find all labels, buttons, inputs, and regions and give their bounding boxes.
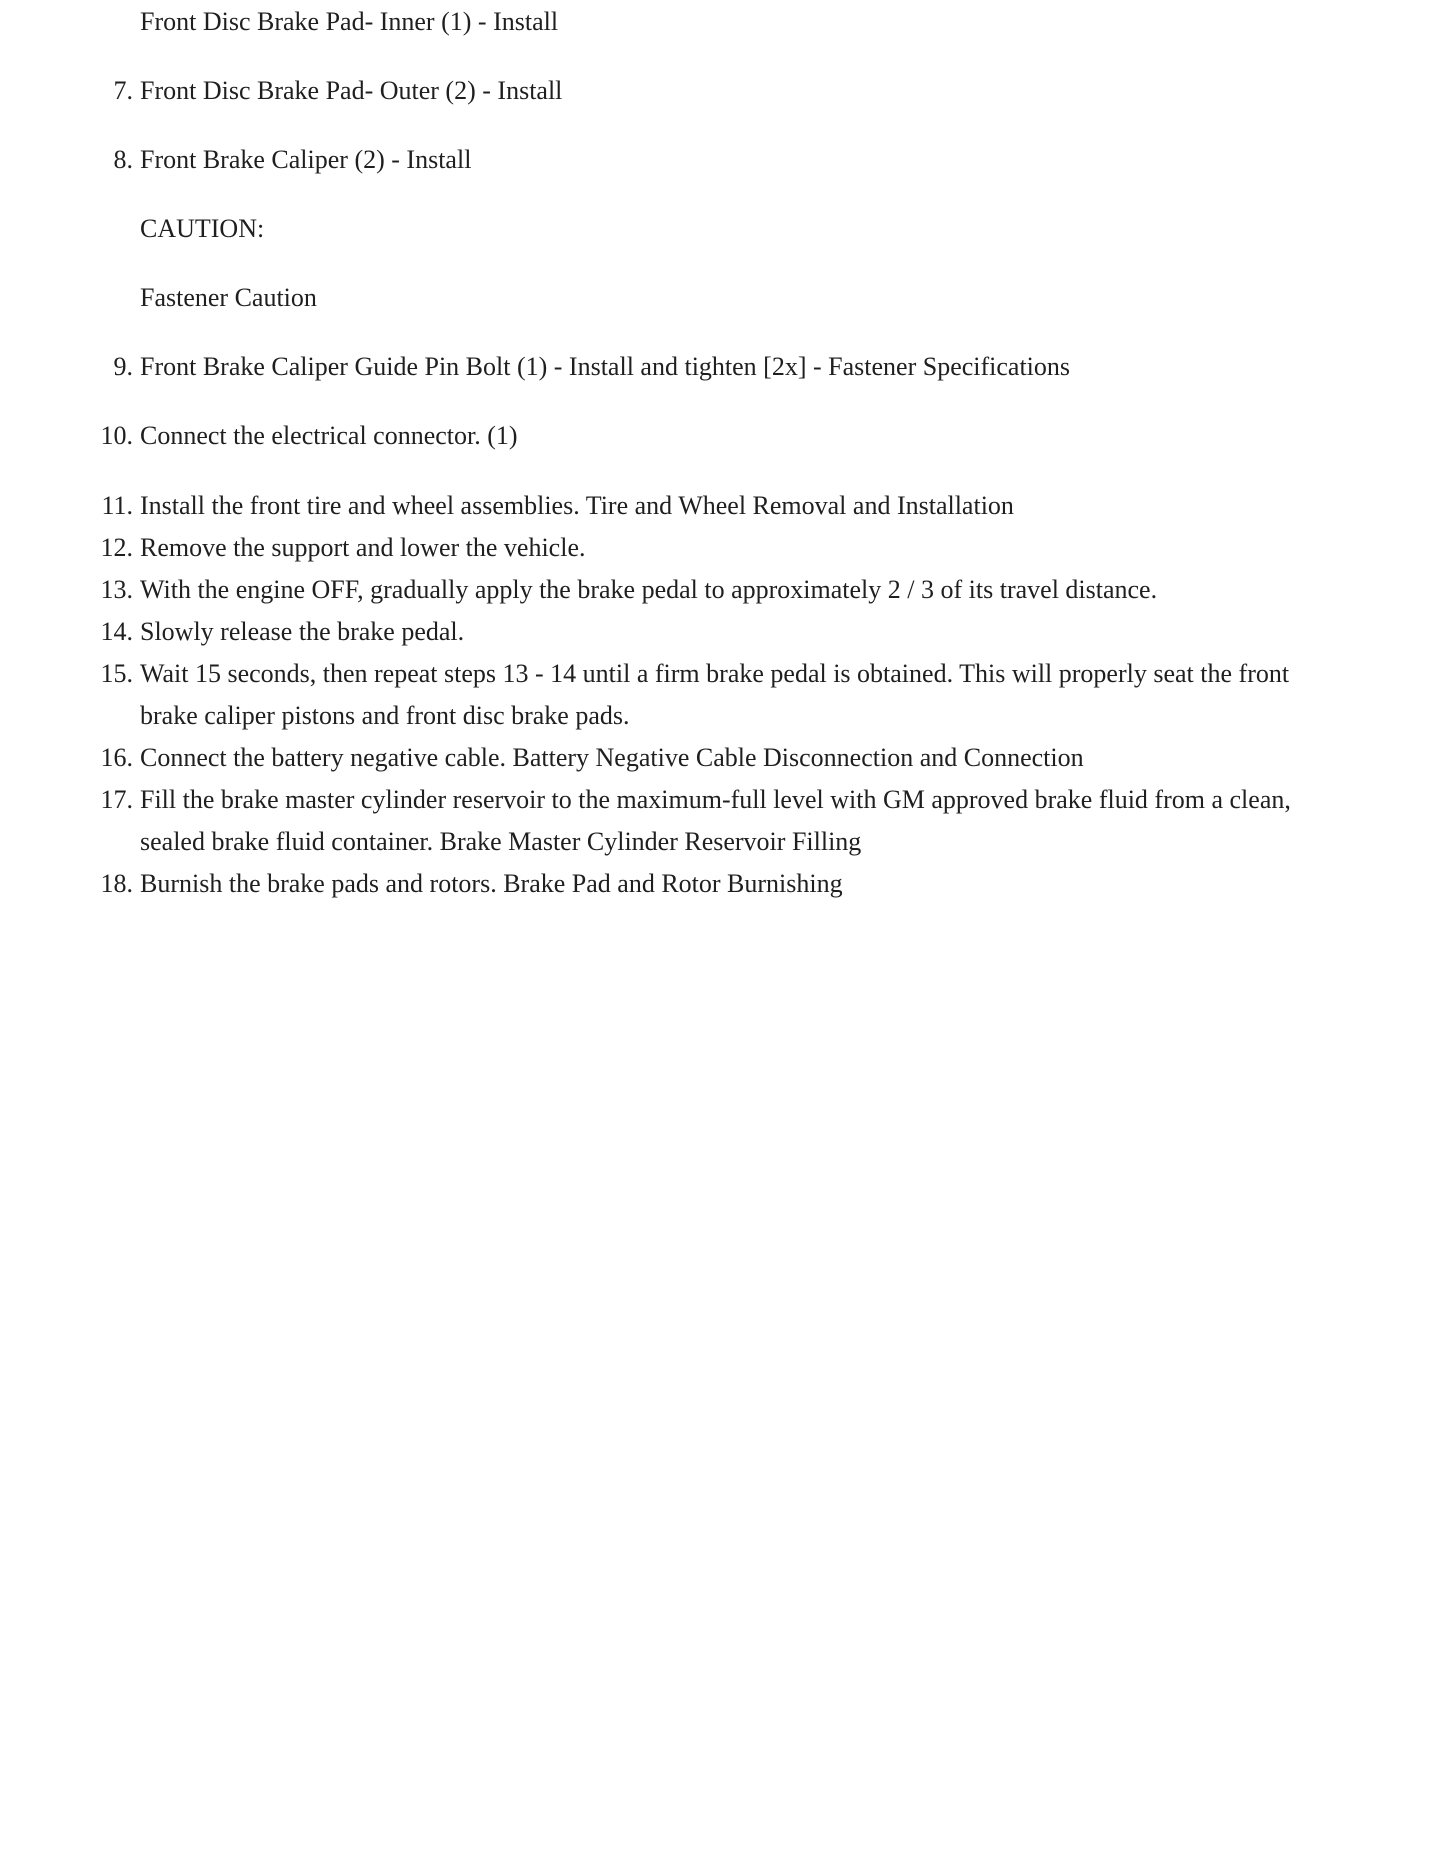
step-text: brake caliper pistons and front disc brake pads. (140, 701, 630, 730)
step-text: Slowly release the brake pedal. (140, 617, 465, 646)
step-number: 8. (113, 145, 133, 174)
step-text: Burnish the brake pads and rotors. Brake Pad and Rotor Burnishing (140, 869, 843, 898)
step-text: Front Brake Caliper (2) - Install (140, 145, 472, 174)
step-text: Connect the battery negative cable. Battery Negative Cable Disconnection and Connection (140, 743, 1084, 772)
step-text: Fill the brake master cylinder reservoir to the maximum-full level with GM approved brake fluid from a clean, (140, 785, 1291, 814)
caution-text: Fastener Caution (140, 283, 317, 312)
step-number: 9. (113, 352, 133, 381)
step-number: 14. (100, 617, 133, 646)
step-text: With the engine OFF, gradually apply the brake pedal to approximately 2 / 3 of its travel distance. (140, 575, 1158, 604)
step-text: Remove the support and lower the vehicle. (140, 533, 586, 562)
step-text: Front Disc Brake Pad- Inner (1) - Install (140, 7, 559, 36)
step-text: Front Brake Caliper Guide Pin Bolt (1) - Install and tighten [2x] - Fastener Specifications (140, 352, 1071, 381)
step-text: sealed brake fluid container. Brake Master Cylinder Reservoir Filling (140, 827, 862, 856)
caution-label: CAUTION: (140, 214, 265, 243)
step-text: Front Disc Brake Pad- Outer (2) - Install (140, 76, 563, 105)
step-number: 7. (113, 76, 133, 105)
step-number: 11. (101, 491, 133, 520)
step-number: 10. (100, 421, 133, 450)
step-number: 13. (100, 575, 133, 604)
step-number: 18. (100, 869, 133, 898)
step-text: Wait 15 seconds, then repeat steps 13 - 14 until a firm brake pedal is obtained. This will properly seat the front (140, 659, 1290, 688)
step-number: 12. (100, 533, 133, 562)
step-number: 17. (100, 785, 133, 814)
step-text: Connect the electrical connector. (1) (140, 421, 518, 450)
step-number: 15. (100, 659, 133, 688)
step-text: Install the front tire and wheel assemblies. Tire and Wheel Removal and Installation (140, 491, 1014, 520)
step-number: 16. (100, 743, 133, 772)
